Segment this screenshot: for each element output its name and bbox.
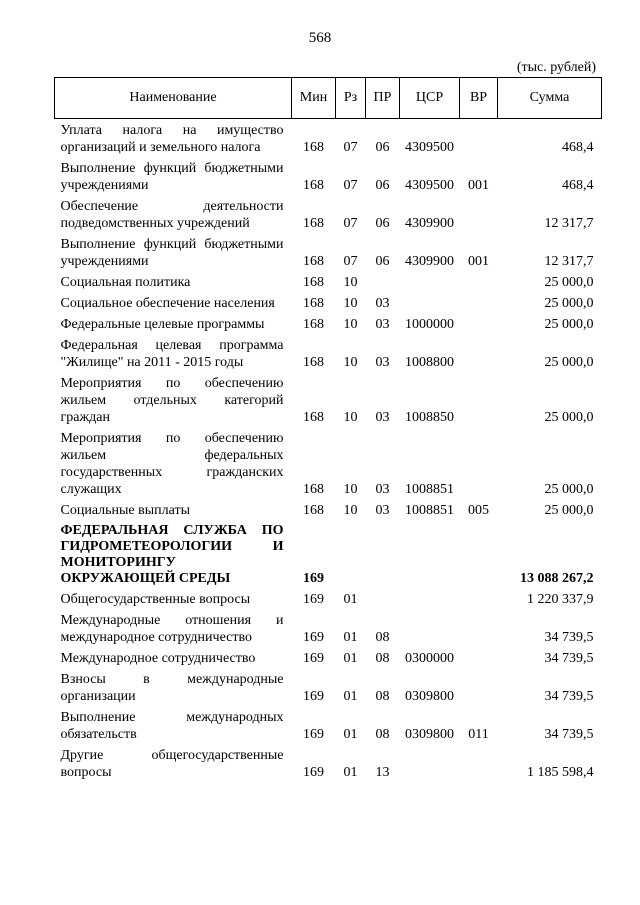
cell-name: Социальная политика bbox=[60, 275, 191, 290]
table-row bbox=[55, 195, 602, 233]
cell-min: 168 bbox=[303, 140, 324, 155]
cell-csr bbox=[400, 588, 460, 609]
cell-sum: 25 000,0 bbox=[544, 317, 594, 332]
cell-vr: 011 bbox=[468, 727, 489, 742]
cell-pr: 03 bbox=[375, 296, 390, 311]
table-row bbox=[55, 233, 602, 271]
table-row bbox=[55, 588, 602, 609]
cell-min: 169 bbox=[303, 727, 324, 742]
cell-sum: 13 088 267,2 bbox=[520, 571, 594, 586]
cell-min: 169 bbox=[303, 651, 324, 666]
table-row bbox=[55, 647, 602, 668]
cell-name: ФЕДЕРАЛЬНАЯ СЛУЖБА ПО ГИДРОМЕТЕОРОЛОГИИ И МОНИТОРИНГУ ОКРУЖАЮЩЕЙ СРЕДЫ bbox=[60, 523, 284, 586]
cell-sum: 25 000,0 bbox=[544, 296, 594, 311]
table-row bbox=[55, 427, 602, 499]
cell-rz: 01 bbox=[343, 765, 358, 780]
cell-csr bbox=[400, 609, 460, 647]
cell-csr: 4309900 bbox=[405, 216, 454, 231]
cell-name: Мероприятия по обеспечению жильем федеральных государственных гражданских служащих bbox=[60, 431, 284, 497]
cell-vr bbox=[460, 588, 498, 609]
cell-name: Мероприятия по обеспечению жильем отдельных категорий граждан bbox=[60, 376, 284, 425]
cell-rz: 07 bbox=[343, 140, 358, 155]
cell-vr bbox=[460, 271, 498, 292]
header-min: Мин bbox=[292, 78, 336, 119]
cell-min: 169 bbox=[303, 765, 324, 780]
table-row bbox=[55, 668, 602, 706]
cell-rz: 10 bbox=[343, 355, 358, 370]
cell-min: 168 bbox=[303, 216, 324, 231]
cell-csr bbox=[400, 744, 460, 782]
cell-vr bbox=[460, 427, 498, 499]
page-number: 568 bbox=[308, 30, 332, 46]
cell-vr bbox=[460, 744, 498, 782]
cell-csr: 1000000 bbox=[405, 317, 454, 332]
cell-min: 169 bbox=[303, 630, 324, 645]
cell-rz: 10 bbox=[343, 275, 358, 290]
cell-rz: 07 bbox=[343, 178, 358, 193]
cell-rz: 07 bbox=[343, 254, 358, 269]
cell-sum: 34 739,5 bbox=[544, 651, 594, 666]
cell-pr: 03 bbox=[375, 355, 390, 370]
table-row bbox=[55, 520, 602, 588]
cell-pr: 03 bbox=[375, 503, 390, 518]
header-csr: ЦСР bbox=[400, 78, 460, 119]
cell-pr: 03 bbox=[375, 317, 390, 332]
cell-pr: 06 bbox=[375, 178, 390, 193]
cell-csr bbox=[400, 292, 460, 313]
header-name: Наименование bbox=[55, 78, 292, 119]
cell-csr: 0300000 bbox=[405, 651, 454, 666]
cell-name: Федеральная целевая программа "Жилище" на 2011 - 2015 годы bbox=[60, 338, 284, 370]
cell-rz: 10 bbox=[343, 503, 358, 518]
table-row bbox=[55, 372, 602, 427]
cell-csr: 1008851 bbox=[405, 503, 454, 518]
cell-rz: 10 bbox=[343, 317, 358, 332]
cell-pr: 03 bbox=[375, 482, 390, 497]
table-row bbox=[55, 706, 602, 744]
cell-vr bbox=[460, 520, 498, 588]
cell-min: 168 bbox=[303, 503, 324, 518]
cell-rz: 07 bbox=[343, 216, 358, 231]
table-row bbox=[55, 157, 602, 195]
cell-name: Обеспечение деятельности подведомственных учреждений bbox=[60, 199, 284, 231]
budget-table bbox=[54, 77, 602, 782]
header-pr: ПР bbox=[366, 78, 400, 119]
cell-pr bbox=[366, 520, 400, 588]
cell-pr: 13 bbox=[375, 765, 390, 780]
cell-sum: 468,4 bbox=[562, 178, 594, 193]
cell-name: Другие общегосударственные вопросы bbox=[60, 748, 284, 780]
cell-name: Международные отношения и международное сотрудничество bbox=[60, 613, 284, 645]
cell-name: Федеральные целевые программы bbox=[60, 317, 265, 332]
cell-name: Выполнение функций бюджетными учреждениями bbox=[60, 237, 284, 269]
cell-vr bbox=[460, 647, 498, 668]
units-label: (тыс. рублей) bbox=[516, 60, 596, 75]
table-row bbox=[55, 313, 602, 334]
cell-vr: 001 bbox=[468, 254, 489, 269]
cell-name: Социальные выплаты bbox=[60, 503, 191, 518]
cell-rz: 01 bbox=[343, 651, 358, 666]
cell-vr: 005 bbox=[468, 503, 489, 518]
cell-rz bbox=[336, 520, 366, 588]
cell-sum: 1 220 337,9 bbox=[527, 592, 594, 607]
cell-sum: 25 000,0 bbox=[544, 482, 594, 497]
cell-pr: 06 bbox=[375, 216, 390, 231]
cell-csr: 4309900 bbox=[405, 254, 454, 269]
cell-name: Выполнение функций бюджетными учреждениями bbox=[60, 161, 284, 193]
cell-csr: 4309500 bbox=[405, 178, 454, 193]
table-row bbox=[55, 744, 602, 782]
cell-csr: 4309500 bbox=[405, 140, 454, 155]
cell-pr: 08 bbox=[375, 630, 390, 645]
cell-csr: 0309800 bbox=[405, 727, 454, 742]
table-row bbox=[55, 334, 602, 372]
cell-sum: 25 000,0 bbox=[544, 503, 594, 518]
cell-sum: 12 317,7 bbox=[544, 254, 594, 269]
cell-rz: 10 bbox=[343, 410, 358, 425]
cell-vr bbox=[460, 119, 498, 158]
cell-pr bbox=[366, 271, 400, 292]
table-row bbox=[55, 119, 602, 158]
cell-name: Социальное обеспечение населения bbox=[60, 296, 275, 311]
header-sum: Сумма bbox=[498, 78, 602, 119]
cell-rz: 01 bbox=[343, 727, 358, 742]
cell-vr bbox=[460, 195, 498, 233]
cell-vr bbox=[460, 372, 498, 427]
cell-csr: 1008850 bbox=[405, 410, 454, 425]
cell-csr bbox=[400, 520, 460, 588]
table-row bbox=[55, 271, 602, 292]
cell-min: 168 bbox=[303, 482, 324, 497]
cell-min: 168 bbox=[303, 410, 324, 425]
cell-pr: 08 bbox=[375, 727, 390, 742]
cell-sum: 34 739,5 bbox=[544, 689, 594, 704]
cell-sum: 25 000,0 bbox=[544, 355, 594, 370]
cell-pr: 08 bbox=[375, 651, 390, 666]
cell-pr: 06 bbox=[375, 254, 390, 269]
cell-csr bbox=[400, 271, 460, 292]
cell-rz: 10 bbox=[343, 482, 358, 497]
cell-sum: 25 000,0 bbox=[544, 275, 594, 290]
table-body bbox=[55, 119, 602, 783]
cell-name: Взносы в международные организации bbox=[60, 672, 284, 704]
cell-min: 168 bbox=[303, 275, 324, 290]
cell-sum: 25 000,0 bbox=[544, 410, 594, 425]
cell-name: Общегосударственные вопросы bbox=[60, 592, 251, 607]
cell-min: 168 bbox=[303, 296, 324, 311]
cell-pr: 08 bbox=[375, 689, 390, 704]
header-vr: ВР bbox=[460, 78, 498, 119]
cell-csr: 1008800 bbox=[405, 355, 454, 370]
cell-sum: 468,4 bbox=[562, 140, 594, 155]
cell-csr: 0309800 bbox=[405, 689, 454, 704]
cell-rz: 10 bbox=[343, 296, 358, 311]
cell-vr bbox=[460, 334, 498, 372]
cell-pr bbox=[366, 588, 400, 609]
cell-sum: 34 739,5 bbox=[544, 727, 594, 742]
cell-sum: 12 317,7 bbox=[544, 216, 594, 231]
cell-rz: 01 bbox=[343, 689, 358, 704]
cell-vr bbox=[460, 313, 498, 334]
cell-sum: 1 185 598,4 bbox=[527, 765, 594, 780]
cell-vr bbox=[460, 292, 498, 313]
cell-name: Выполнение международных обязательств bbox=[60, 710, 284, 742]
cell-sum: 34 739,5 bbox=[544, 630, 594, 645]
cell-pr: 03 bbox=[375, 410, 390, 425]
cell-min: 168 bbox=[303, 178, 324, 193]
cell-pr: 06 bbox=[375, 140, 390, 155]
cell-vr: 001 bbox=[468, 178, 489, 193]
table-row bbox=[55, 292, 602, 313]
table-row bbox=[55, 609, 602, 647]
cell-vr bbox=[460, 609, 498, 647]
cell-name: Международное сотрудничество bbox=[60, 651, 256, 666]
cell-min: 169 bbox=[303, 571, 324, 586]
cell-rz: 01 bbox=[343, 592, 358, 607]
cell-min: 169 bbox=[303, 689, 324, 704]
cell-name: Уплата налога на имущество организаций и земельного налога bbox=[60, 123, 284, 155]
cell-rz: 01 bbox=[343, 630, 358, 645]
cell-min: 168 bbox=[303, 254, 324, 269]
header-row bbox=[55, 78, 602, 119]
cell-min: 168 bbox=[303, 317, 324, 332]
cell-vr bbox=[460, 668, 498, 706]
table-row bbox=[55, 499, 602, 520]
cell-csr: 1008851 bbox=[405, 482, 454, 497]
header-rz: Рз bbox=[336, 78, 366, 119]
cell-min: 169 bbox=[303, 592, 324, 607]
cell-min: 168 bbox=[303, 355, 324, 370]
